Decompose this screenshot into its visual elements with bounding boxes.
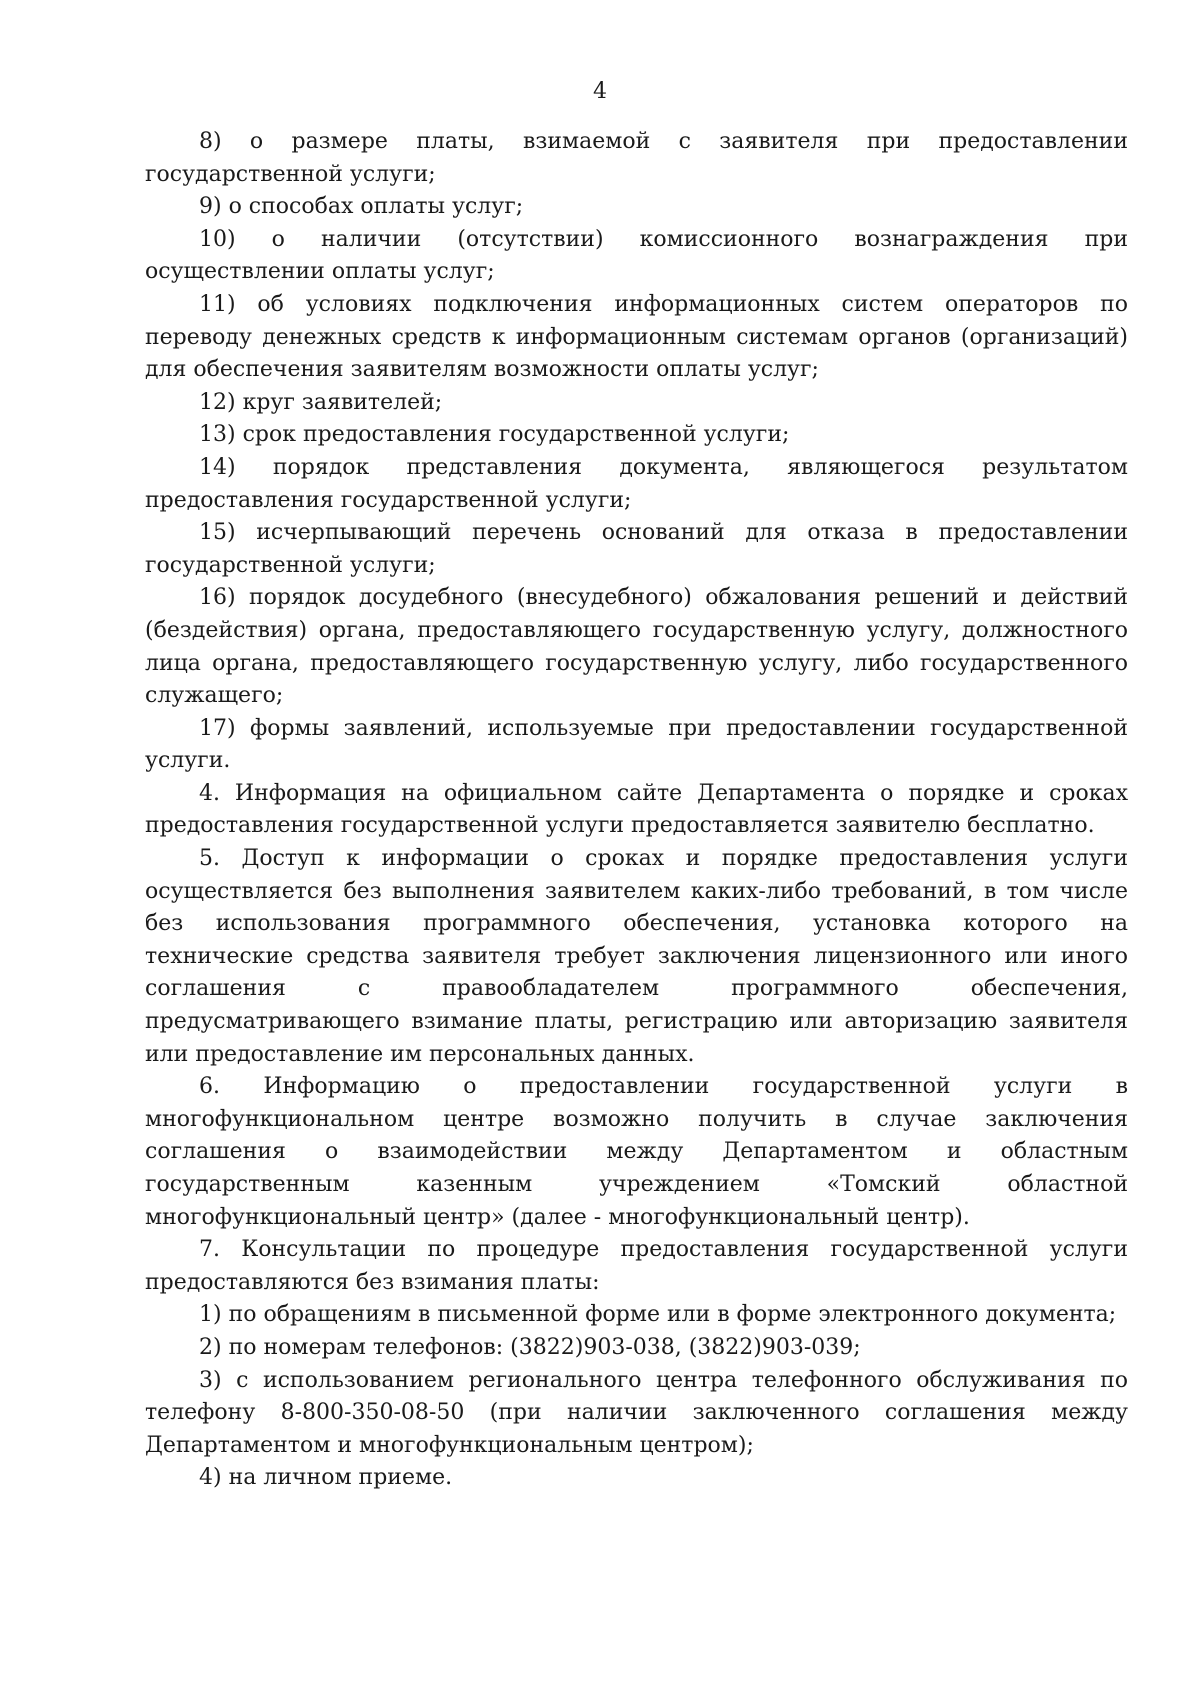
paragraph-item-13: 13) срок предоставления государственной услуги;	[199, 422, 790, 448]
paragraph-subitem-3: 3) с использованием регионального центра телефонного обслуживания по телефону 8-800-350-08-50 (при наличии заключенного соглашения между Департаментом и многофункциональным центром);	[145, 1367, 1128, 1458]
paragraph-item-16: 16) порядок досудебного (внесудебного) обжалования решений и действий (бездействия) органа, предоставляющего государственную услугу, должностного лица органа, предоставляющего государственную услугу, либо государственного служащего;	[145, 585, 1128, 709]
paragraph-item-15: 15) исчерпывающий перечень оснований для отказа в предоставлении государственной услуги;	[145, 520, 1128, 578]
paragraph-section-6: 6. Информацию о предоставлении государственной услуги в многофункциональном центре возможно получить в случае заключения соглашения о взаимодействии между Департаментом и областным государственным казенным учреждением «Томский областной многофункциональный центр» (далее - многофункциональный центр).	[145, 1074, 1128, 1230]
paragraph-item-12: 12) круг заявителей;	[199, 389, 443, 415]
paragraph-section-7: 7. Консультации по процедуре предоставления государственной услуги предоставляются без взимания платы:	[145, 1237, 1128, 1295]
page-number: 4	[593, 79, 607, 104]
paragraph-subitem-1: 1) по обращениям в письменной форме или в форме электронного документа;	[199, 1302, 1117, 1328]
paragraph-item-9: 9) о способах оплаты услуг;	[199, 194, 524, 220]
paragraph-section-5: 5. Доступ к информации о сроках и порядке предоставления услуги осуществляется без выполнения заявителем каких-либо требований, в том числе без использования программного обеспечения, установка которого на технические средства заявителя требует заключения лицензионного или иного соглашения с правообладателем программного обеспечения, предусматривающего взимание платы, регистрацию или авторизацию заявителя или предоставление им персональных данных.	[145, 846, 1128, 1067]
paragraph-item-14: 14) порядок представления документа, являющегося результатом предоставления государственной услуги;	[145, 454, 1128, 513]
paragraph-subitem-2: 2) по номерам телефонов: (3822)903-038, (3822)903-039;	[199, 1334, 861, 1360]
paragraph-subitem-4: 4) на личном приеме.	[199, 1465, 453, 1491]
document-body	[145, 126, 1128, 1495]
paragraph-section-4: 4. Информация на официальном сайте Департамента о порядке и сроках предоставления государственной услуги предоставляется заявителю бесплатно.	[145, 780, 1128, 839]
paragraph-item-17: 17) формы заявлений, используемые при предоставлении государственной услуги.	[145, 715, 1128, 774]
paragraph-item-8: 8) о размере платы, взимаемой с заявителя при предоставлении государственной услуги;	[145, 129, 1128, 187]
paragraph-item-11: 11) об условиях подключения информационных систем операторов по переводу денежных средств к информационным системам органов (организаций) для обеспечения заявителям возможности оплаты услуг;	[145, 291, 1128, 383]
paragraph-item-10: 10) о наличии (отсутствии) комиссионного вознаграждения при осуществлении оплаты услуг;	[145, 226, 1128, 285]
